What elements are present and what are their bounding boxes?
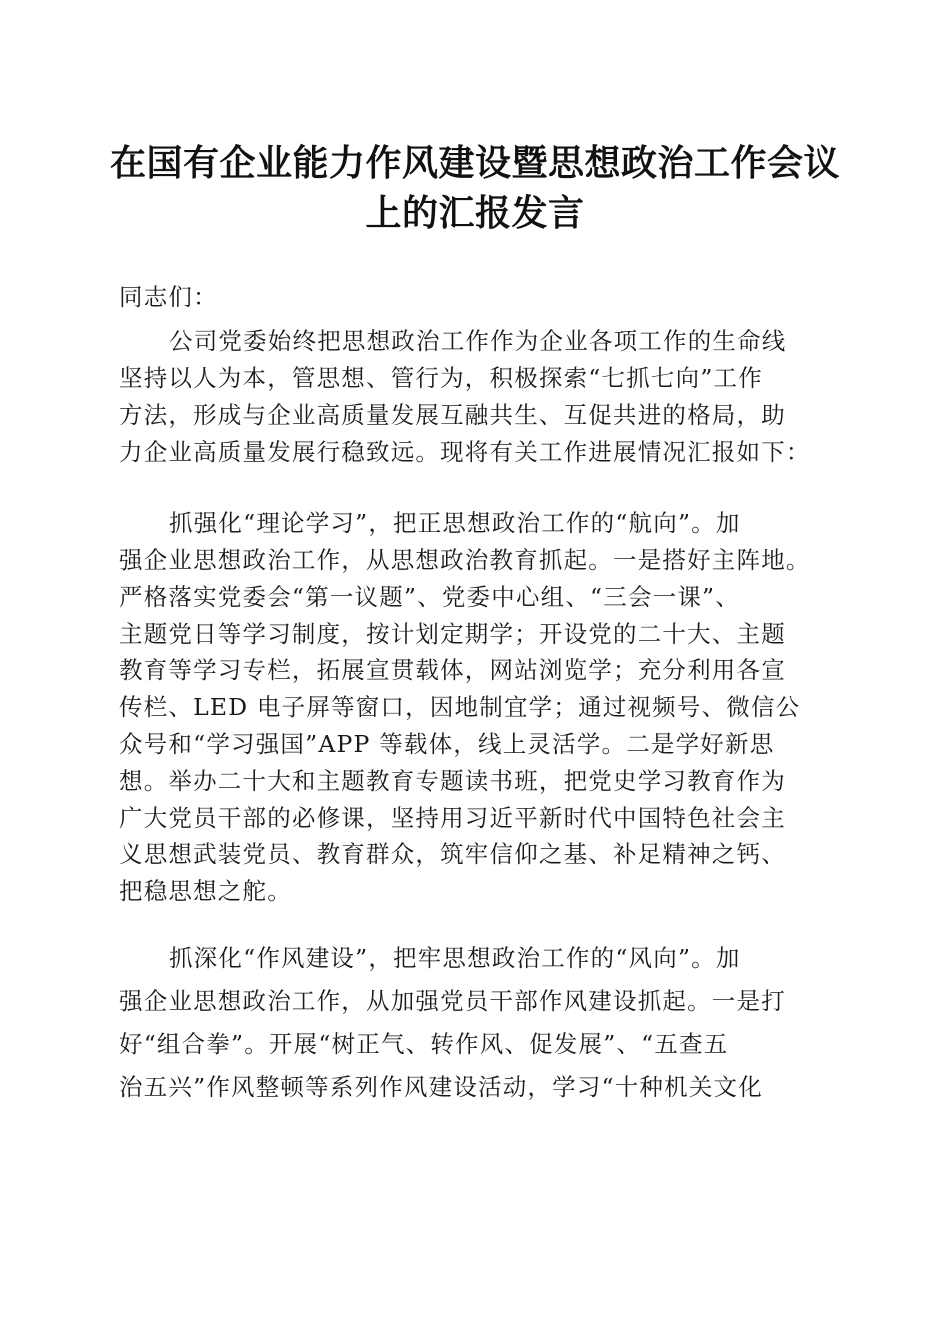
body-line: 广大党员干部的必修课，坚持用习近平新时代中国特色社会主 [119, 804, 786, 832]
document-title-line-2: 上的汇报发言 [365, 192, 585, 234]
body-line: 严格落实党委会“第一议题”、党委中心组、“三会一课”、 [119, 583, 740, 611]
body-line: 好“组合拳”。开展“树正气、转作风、促发展”、“五查五 [119, 1030, 729, 1058]
body-line: 众号和“学习强国”APP 等载体，线上灵活学。二是学好新思 [119, 730, 775, 758]
body-line: 坚持以人为本，管思想、管行为，积极探索“七抓七向”工作 [119, 364, 763, 392]
body-line: 教育等学习专栏，拓展宣贯载体，网站浏览学；充分利用各宣 [119, 656, 786, 684]
body-line: 力企业高质量发展行稳致远。现将有关工作进展情况汇报如下： [119, 438, 811, 466]
body-line: 抓强化“理论学习”，把正思想政治工作的“航向”。加 [169, 509, 741, 537]
body-line: 想。举办二十大和主题教育专题读书班，把党史学习教育作为 [119, 767, 786, 795]
body-line: 抓深化“作风建设”，把牢思想政治工作的“风向”。加 [169, 944, 741, 972]
body-line: 公司党委始终把思想政治工作作为企业各项工作的生命线 [169, 327, 787, 355]
body-line: 义思想武装党员、教育群众，筑牢信仰之基、补足精神之钙、 [119, 840, 786, 868]
body-line: 治五兴”作风整顿等系列作风建设活动，学习“十种机关文化 [119, 1073, 763, 1101]
body-line: 强企业思想政治工作，从思想政治教育抓起。一是搭好主阵地。 [119, 546, 811, 574]
body-line: 主题党日等学习制度，按计划定期学；开设党的二十大、主题 [119, 620, 786, 648]
body-line: 传栏、LED 电子屏等窗口，因地制宜学；通过视频号、微信公 [119, 693, 801, 721]
body-line: 把稳思想之舵。 [119, 877, 292, 905]
body-line: 方法，形成与企业高质量发展互融共生、互促共进的格局，助 [119, 401, 786, 429]
document-title-line-1: 在国有企业能力作风建设暨思想政治工作会议 [110, 142, 841, 184]
greeting: 同志们： [119, 283, 218, 311]
body-line: 强企业思想政治工作，从加强党员干部作风建设抓起。一是打 [119, 987, 786, 1015]
